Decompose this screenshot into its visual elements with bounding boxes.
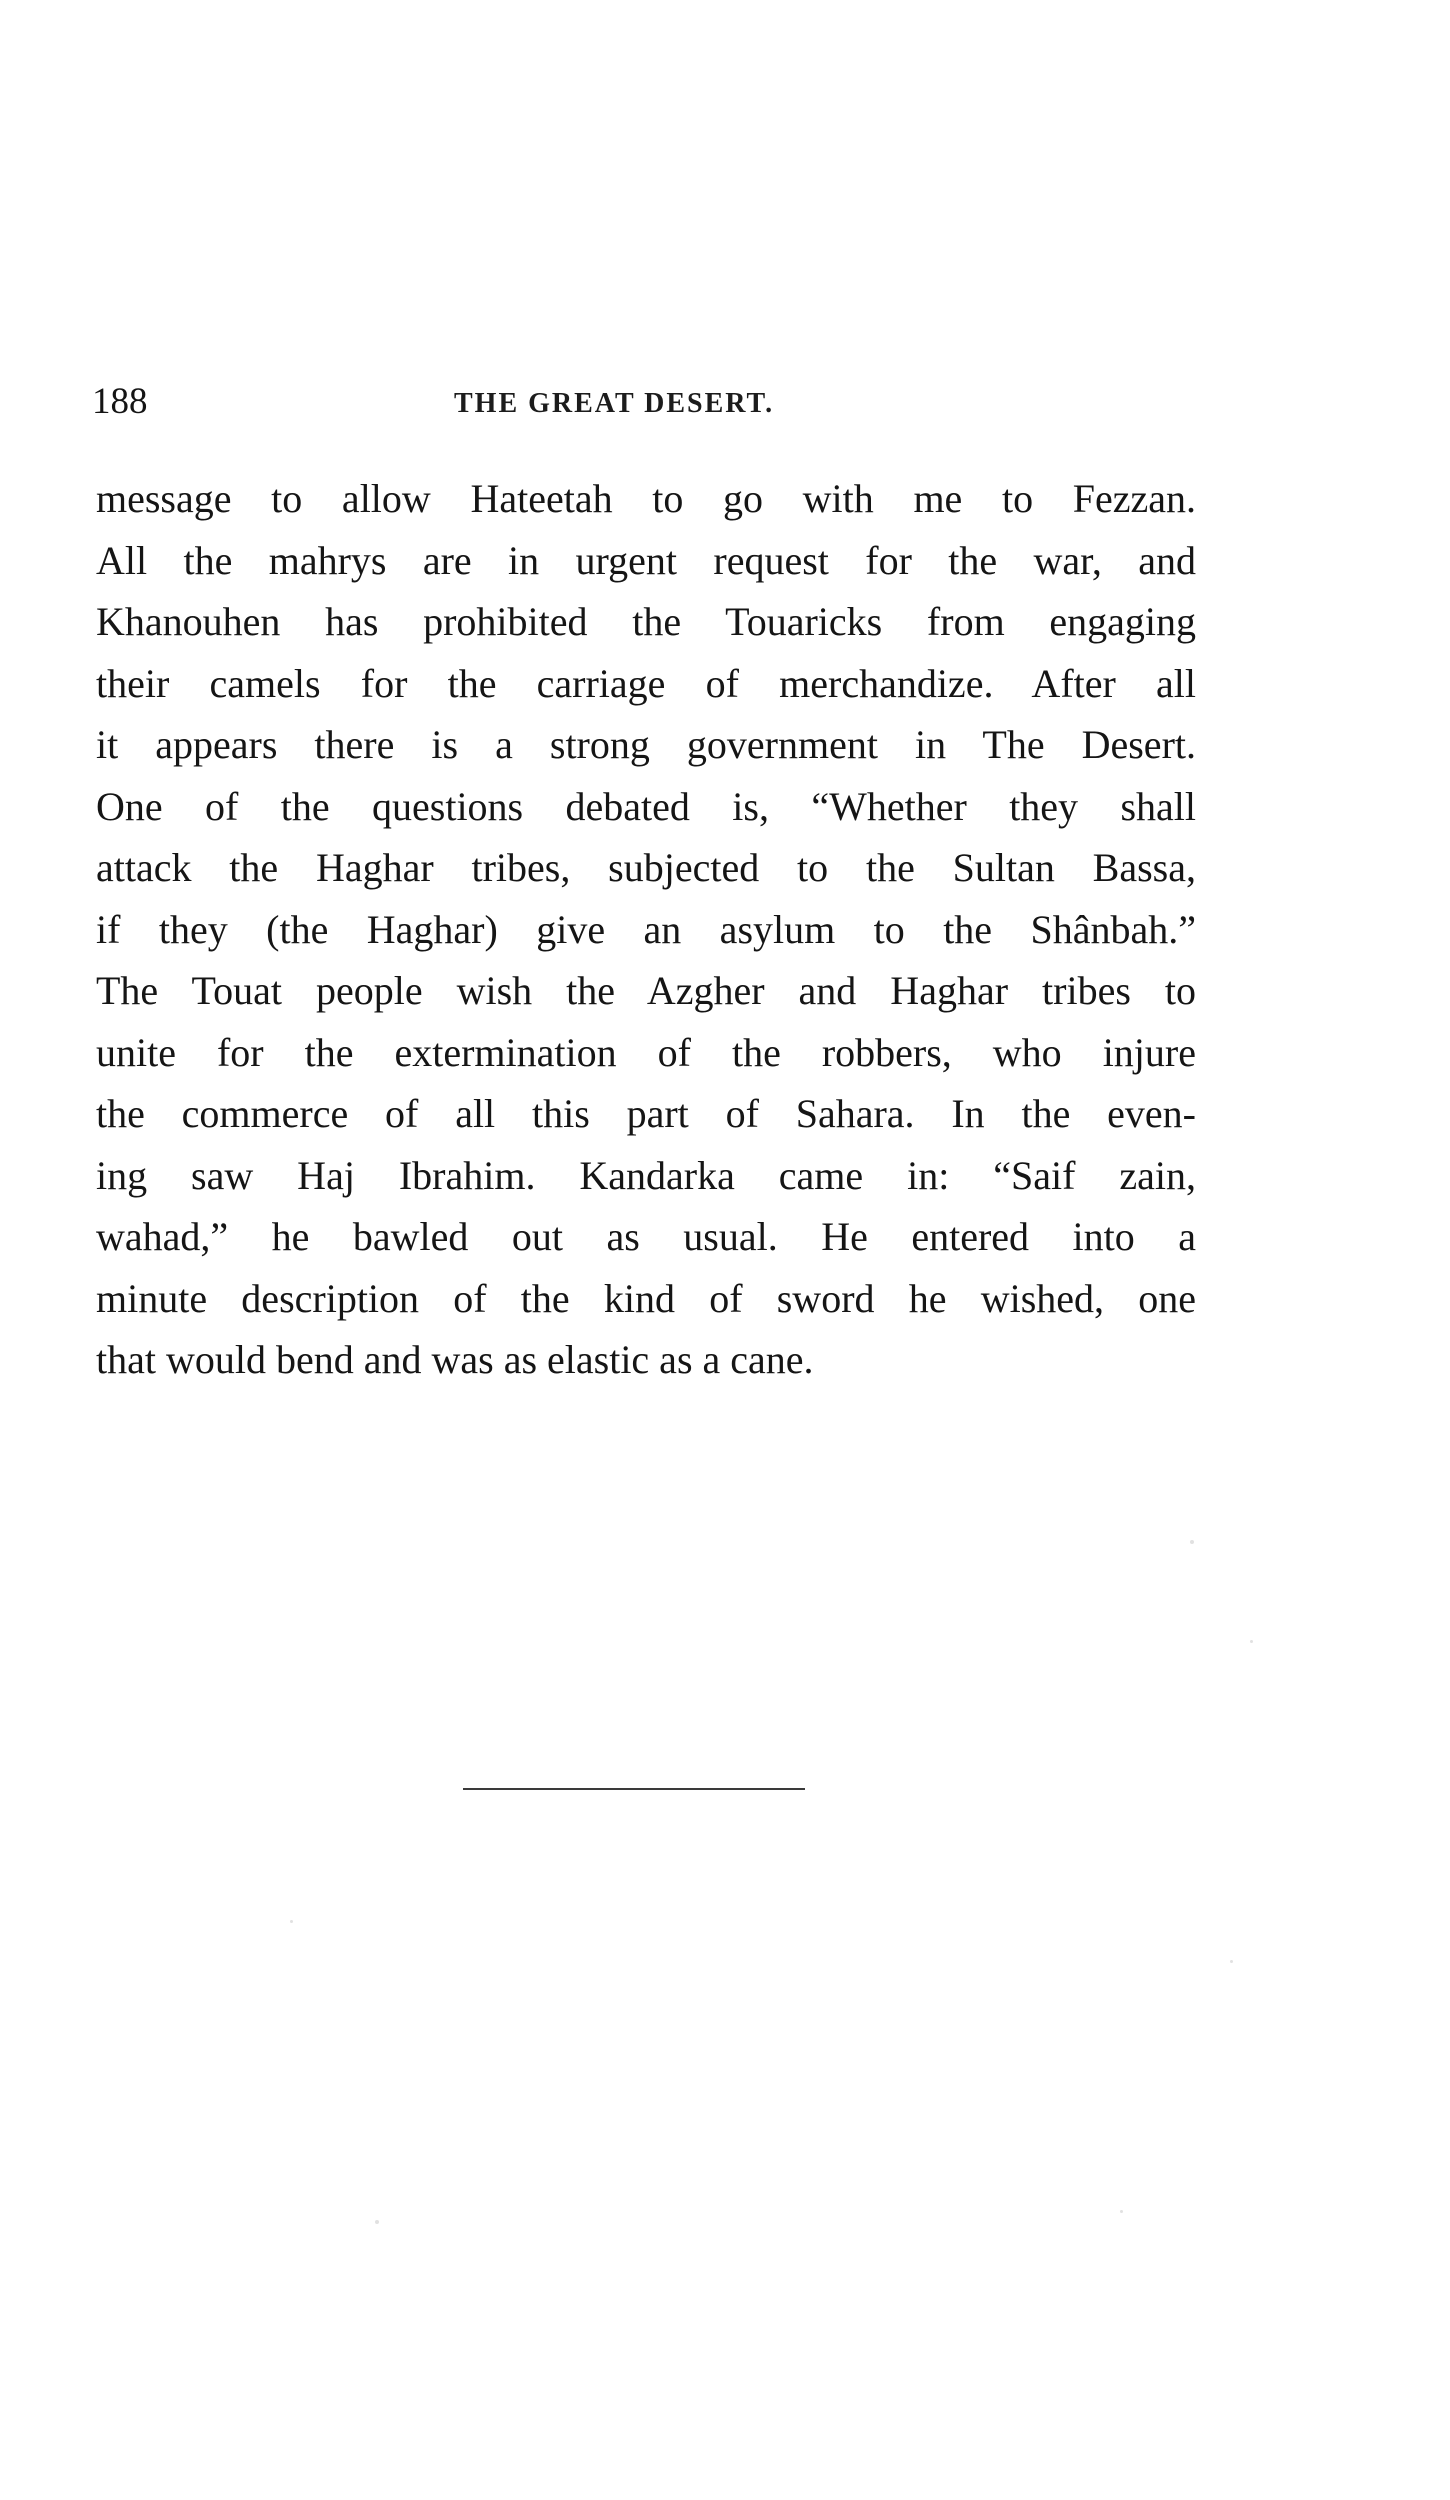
text-line: their camels for the carriage of merchandize. After all	[96, 660, 1196, 706]
text-line: it appears there is a strong government in The Desert.	[96, 722, 1196, 767]
text-line: attack the Haghar tribes, subjected to the Sultan Bassa,	[96, 845, 1196, 890]
paper-speckle	[1250, 1640, 1253, 1643]
paper-speckle	[1120, 2210, 1123, 2213]
text-line: the commerce of all this part of Sahara. In the even-	[96, 1091, 1196, 1136]
text-line: message to allow Hateetah to go with me to Fezzan.	[96, 476, 1196, 521]
text-line: One of the questions debated is, “Whether they shall	[96, 783, 1196, 829]
text-line: minute description of the kind of sword he wished, one	[96, 1275, 1196, 1321]
paper-speckle	[290, 1920, 293, 1923]
text-line: that would bend and was as elastic as a cane.	[96, 1337, 814, 1382]
text-line: All the mahrys are in urgent request for the war, and	[96, 537, 1196, 583]
text-line: Khanouhen has prohibited the Touaricks from engaging	[96, 599, 1196, 644]
text-line: wahad,” he bawled out as usual. He entered into a	[96, 1214, 1196, 1259]
page-number: 188	[92, 381, 148, 422]
text-line: unite for the extermination of the robbers, who injure	[96, 1029, 1196, 1075]
text-line: The Touat people wish the Azgher and Haghar tribes to	[96, 968, 1196, 1013]
page-header	[92, 372, 852, 432]
paper-speckle	[375, 2220, 379, 2224]
section-divider	[463, 1788, 805, 1790]
running-head: THE GREAT DESERT.	[454, 388, 775, 419]
text-line: ing saw Haj Ibrahim. Kandarka came in: “Saif zain,	[96, 1152, 1196, 1198]
body-text	[96, 468, 1196, 1391]
paper-speckle	[1230, 1960, 1233, 1963]
paper-speckle	[1190, 1540, 1194, 1544]
text-line: if they (the Haghar) give an asylum to the Shânbah.”	[96, 906, 1196, 952]
